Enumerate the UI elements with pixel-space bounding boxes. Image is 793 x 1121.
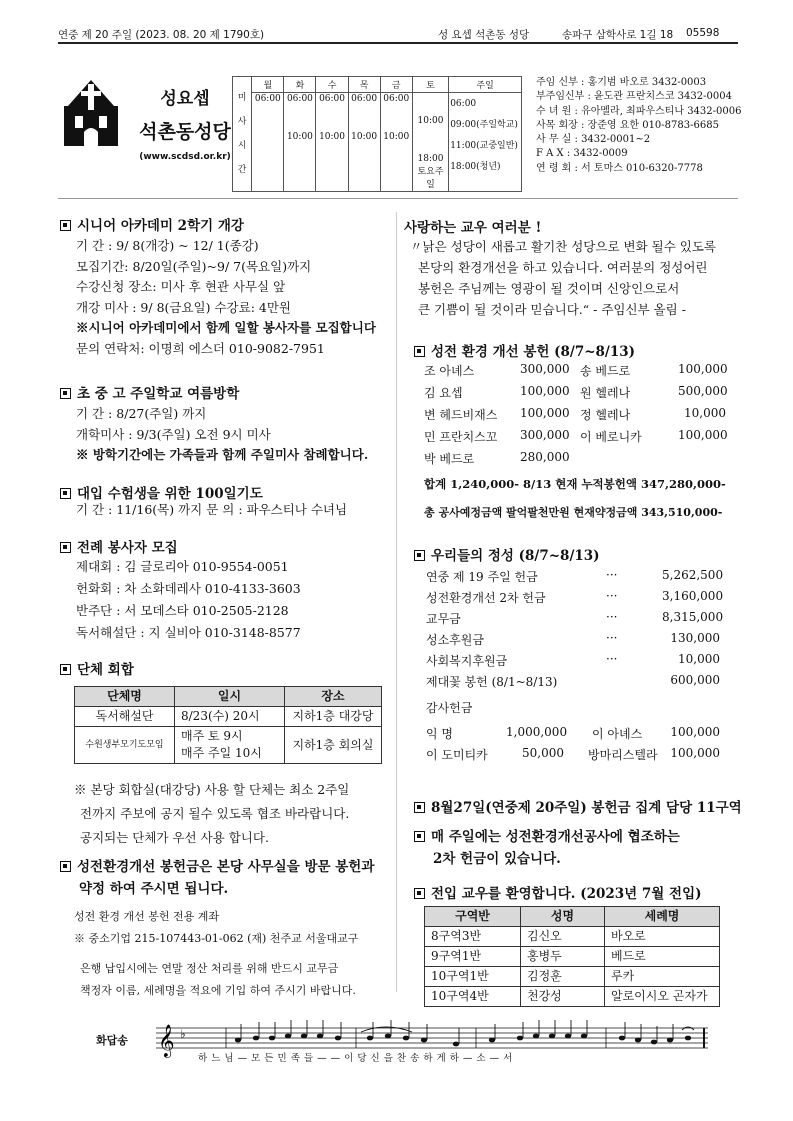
env-offering-list: 조 아녜스 300,000 김 요셉 100,000 변 헤드비재스 100,000 민 프란치스꼬 300,000 박 베드로 280,000 송 베드로 100,000 원 헬레나 500,000 정 헬레나 10,000 이 베로니카 100,000 bbox=[424, 362, 728, 466]
contributions-title: 우리들의 정성 (8/7~8/13) bbox=[414, 544, 600, 564]
newcomers-title: 전입 교우를 환영합니다. (2023년 7월 전입) bbox=[414, 882, 702, 902]
square-bullet-icon bbox=[414, 346, 425, 357]
mass-mon: 06:00 bbox=[252, 93, 284, 192]
square-bullet-icon bbox=[60, 220, 71, 231]
env-offering-target: 총 공사예정금액 팔억팔천만원 현재약정금액 343,510,000- bbox=[424, 506, 723, 519]
square-bullet-icon bbox=[414, 802, 425, 813]
newcomers-table: 구역반 성명 세례명 8구역3반 김신오 바오로 9구역1반 홍병두 베드로 10구역1반 김정훈 루카 10구역4반 천강성 알로이시오 곤자가 bbox=[424, 906, 720, 1007]
staff-line: 부주임신부 : 윤도관 프란치스코 3432-0004 bbox=[536, 91, 732, 103]
svg-text:𝄞: 𝄞 bbox=[158, 1024, 175, 1057]
mass-thu: 06:00 10:00 bbox=[348, 93, 380, 192]
liturgy-title: 전례 봉사자 모집 bbox=[60, 536, 178, 556]
notice-second-collection: 매 주일에는 성전환경개선공사에 협조하는 2차 헌금이 있습니다. bbox=[414, 826, 680, 870]
staff-line: 주임 신부 : 홍기범 바오로 3432-0003 bbox=[536, 77, 707, 88]
staff-line: 사 무 실 : 3432-0001~2 bbox=[536, 134, 651, 146]
mass-schedule-table bbox=[232, 76, 522, 192]
mass-fri: 06:00 10:00 bbox=[380, 93, 412, 192]
psalm-lyrics: 하 느 님 — 모 든 민 족 들 — — 이 당 신 을 찬 송 하 게 하 — 소 — 서 bbox=[198, 1053, 513, 1064]
academy-title: 시니어 아카데미 2학기 개강 bbox=[60, 214, 244, 234]
day-sun: 주일 bbox=[449, 77, 522, 93]
square-bullet-icon bbox=[60, 388, 71, 399]
day-thu: 목 bbox=[348, 77, 380, 93]
sundayschool-body: 기 간 : 8/27(주일) 까지 개학미사 : 9/3(주일) 오전 9시 미사 ※ 방학기간에는 가족들과 함께 주일미사 참례합니다. bbox=[76, 406, 369, 462]
mass-sun: 06:00 09:00(주일학교) 11:00(교중일반) 18:00(청년) bbox=[449, 93, 522, 192]
church-url[interactable]: (www.scdsd.or.kr) bbox=[139, 152, 231, 162]
exam-title: 대입 수험생을 위한 100일기도 bbox=[60, 482, 263, 502]
day-wed: 수 bbox=[316, 77, 348, 93]
square-bullet-icon bbox=[414, 831, 425, 842]
square-bullet-icon bbox=[60, 542, 71, 553]
church-logo-icon bbox=[62, 76, 120, 148]
svg-text:♭: ♭ bbox=[180, 1027, 186, 1041]
groups-table: 단체명 일시 장소 독서해설단 8/23(수) 20시 지하1층 대강당 수원생부모기도모임 매주 토 9시 매주 주일 10시 지하1층 회의실 bbox=[74, 686, 382, 764]
staff-line: 수 녀 원 : 유아멜라, 최파우스티나 3432-0006 bbox=[536, 105, 742, 117]
table-row: 10구역4반 천강성 알로이시오 곤자가 bbox=[425, 987, 720, 1007]
square-bullet-icon bbox=[414, 550, 425, 561]
day-fri: 금 bbox=[380, 77, 412, 93]
table-row: 10구역1반 김정훈 루카 bbox=[425, 967, 720, 987]
day-tue: 화 bbox=[284, 77, 316, 93]
church-name-line2: 석촌동성당 bbox=[139, 121, 231, 143]
column-divider bbox=[396, 212, 397, 992]
psalm-label: 화답송 bbox=[96, 1034, 128, 1047]
mass-sat: 10:00 18:00 토요주일 bbox=[412, 93, 448, 192]
contributions-list: 연중 제 19 주일 헌금 ··· 5,262,500 성전환경개선 2차 헌금 ··· 3,160,000 교무금 ··· 8,315,000 성소후원금 ··· 130,000 사회복지후원금 ··· 10,000 제대꽃 봉헌 (8/1~8/13) 600,000 감사헌금 익 명 1,000,000 이 아녜스 100,000 이 도미티카 50,000 방마리스텔라 100,000 bbox=[426, 568, 724, 762]
square-bullet-icon bbox=[60, 488, 71, 499]
header-bar bbox=[58, 24, 738, 44]
donation-body: 성전 환경 개선 봉헌 전용 계좌 ※ 중소기업 215-107443-01-062 (재) 천주교 서울대교구 은행 납입시에는 연말 정산 처리를 위해 반드시 교무금 책정자 이름, 세례명을 적요에 기입 하여 주시기 바랍니다. bbox=[74, 910, 359, 997]
mass-label: 미 사 시 간 bbox=[233, 77, 252, 192]
table-row: 독서해설단 8/23(수) 20시 지하1층 대강당 bbox=[75, 707, 382, 727]
day-sat: 토 bbox=[412, 77, 448, 93]
staff-line: F A X : 3432-0009 bbox=[536, 148, 628, 160]
church-name-block bbox=[130, 84, 240, 162]
groups-title: 단체 회합 bbox=[60, 658, 134, 678]
square-bullet-icon bbox=[60, 861, 71, 872]
env-offering-total: 합계 1,240,000- 8/13 현재 누적봉헌액 347,280,000- bbox=[424, 477, 726, 491]
table-row: 수원생부모기도모임 매주 토 9시 매주 주일 10시 지하1층 회의실 bbox=[75, 727, 382, 764]
exam-body: 기 간 : 11/16(목) 까지 문 의 : 파우스티나 수녀님 bbox=[76, 502, 348, 517]
square-bullet-icon bbox=[414, 888, 425, 899]
donation-title: 성전환경개선 봉헌금은 본당 사무실을 방문 봉헌과 약정 하여 주시면 됩니다. bbox=[60, 856, 374, 900]
staff-directory bbox=[536, 76, 741, 176]
groups-note: ※ 본당 회합실(대강당) 사용 할 단체는 최소 2주일 전까지 주보에 공지 될수 있도록 협조 바라랍니다. 공지되는 단체가 우선 사용 합니다. bbox=[74, 782, 350, 845]
table-row: 9구역1반 홍병두 베드로 bbox=[425, 947, 720, 967]
church-name-line1: 성요셉 bbox=[160, 89, 210, 109]
mass-tue: 06:00 10:00 bbox=[284, 93, 316, 192]
parish-address: 송파구 삼학사로 1길 18 bbox=[562, 29, 674, 41]
env-offering-title: 성전 환경 개선 봉헌 (8/7~8/13) bbox=[414, 340, 635, 360]
parish-name: 성 요셉 석촌동 성당 bbox=[438, 29, 530, 41]
staff-line: 사목 회장 : 장준영 요한 010-8783-6685 bbox=[536, 119, 719, 131]
academy-body: 기 간 : 9/ 8(개강) ~ 12/ 1(종강) 모집기간: 8/20일(주일)~9/ 7(목요일)까지 수강신청 장소: 미사 후 현관 사무실 앞 개강 미사 : 9/ 8(금요일) 수강료: 4만원 ※시니어 아카데미에서 함께 일할 봉사자를 모집합니다 문의 연락처: 이명희 에스더 010-9082-7951 bbox=[76, 238, 376, 356]
liturgy-body: 제대회 : 김 글로리아 010-9554-0051 헌화회 : 차 소화데레사 010-4133-3603 반주단 : 서 모데스타 010-2505-2128 독서해설단 : 지 실비아 010-3148-8577 bbox=[76, 559, 301, 640]
notice-collection: 8월27일(연중제 20주일) 봉헌금 집계 담당 11구역 bbox=[414, 796, 742, 816]
letter-body: 〃낡은 성당이 새롭고 활기찬 성당으로 변화 될수 있도록 본당의 환경개선을 하고 있습니다. 여러분의 정성어린 봉헌은 주님께는 영광이 될 것이며 신앙인으로서 큰 기쁨이 될 것이라 믿습니다.“ - 주임신부 올림 - bbox=[410, 239, 716, 317]
mass-wed: 06:00 10:00 bbox=[316, 93, 348, 192]
postal-code: 05598 bbox=[686, 27, 720, 39]
header-divider bbox=[58, 198, 738, 199]
issue-info: 연중 제 20 주일 (2023. 08. 20 제 1790호) bbox=[58, 29, 265, 41]
letter-title: 사랑하는 교우 여러분 ! bbox=[404, 220, 542, 236]
sundayschool-title: 초 중 고 주일학교 여름방학 bbox=[60, 382, 239, 402]
day-mon: 월 bbox=[252, 77, 284, 93]
staff-line: 연 령 회 : 서 토마스 010-6320-7778 bbox=[536, 162, 703, 174]
table-row: 8구역3반 김신오 바오로 bbox=[425, 927, 720, 947]
square-bullet-icon bbox=[60, 664, 71, 675]
